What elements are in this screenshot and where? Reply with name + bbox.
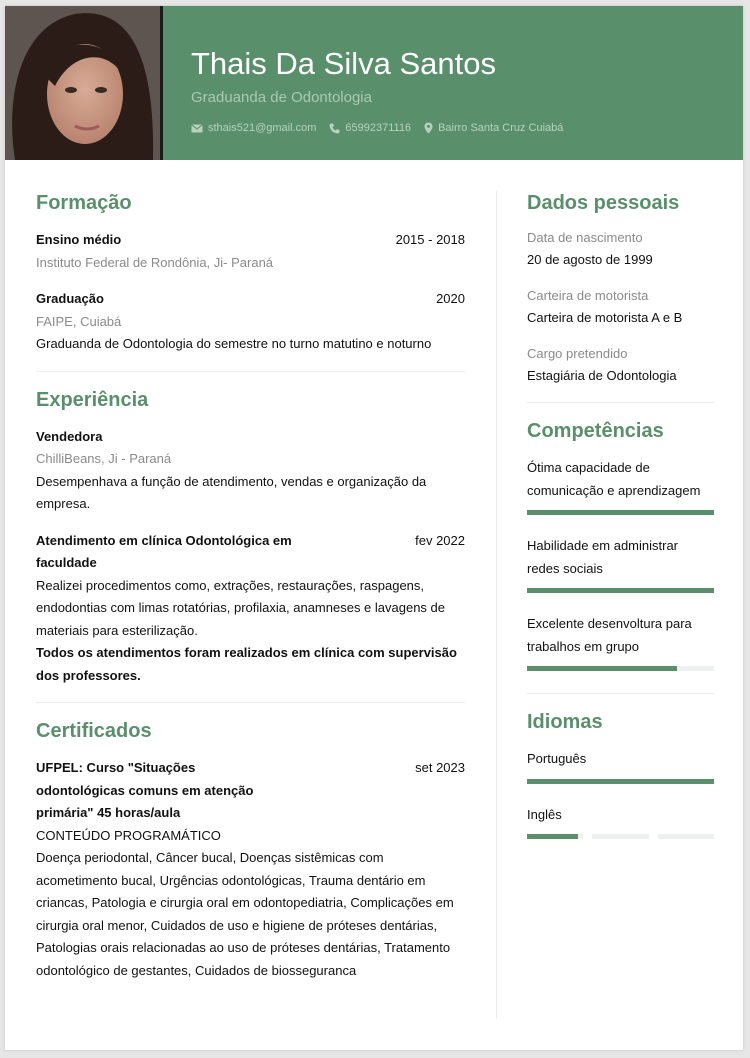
main-column — [36, 191, 465, 982]
entry-date: set 2023 — [415, 760, 465, 775]
language-segment — [592, 834, 648, 839]
section-title-certificados: Certificados — [36, 720, 152, 742]
header — [5, 6, 743, 160]
field-value: Carteira de motorista A e B — [527, 310, 683, 325]
language-item — [527, 804, 714, 840]
entry-name: Ensino médio — [36, 232, 122, 247]
entry-date: fev 2022 — [415, 532, 465, 548]
entry-description: Desempenhava a função de atendimento, vendas e organização da empresa. — [36, 473, 427, 511]
section-title-competencias: Competências — [527, 420, 664, 442]
entry-note: Todos os atendimentos foram realizados em clínica com supervisão dos professores. — [36, 645, 457, 683]
field-label: Data de nascimento — [527, 230, 643, 245]
candidate-name: Thais Da Silva Santos — [191, 46, 496, 81]
column-divider — [496, 191, 497, 1019]
contact-email[interactable] — [191, 122, 316, 134]
location-text: Bairro Santa Cruz Cuiabá — [438, 122, 564, 134]
language-segments — [527, 834, 714, 839]
entry-description: Realizei procedimentos como, extrações, restaurações, raspagens, endodontias com limas rotatórias, profilaxia, anamneses e lavagens de materiais para esterilização. — [36, 577, 446, 638]
language-item — [527, 748, 714, 784]
language-label: Português — [527, 751, 587, 766]
entry-name: Vendedora — [36, 428, 103, 444]
resume-page — [5, 6, 743, 1050]
section-title-dados: Dados pessoais — [527, 192, 680, 214]
skill-label: Ótima capacidade de comunicação e aprendizagem — [527, 460, 701, 498]
entry-place: ChilliBeans, Ji - Paraná — [36, 451, 172, 466]
skill-bar — [527, 510, 714, 515]
entry-name: Atendimento em clínica Odontológica em faculdade — [36, 532, 292, 570]
language-segment — [658, 834, 714, 839]
education-entry — [36, 288, 465, 356]
language-segment-fill — [527, 834, 578, 839]
profile-photo — [5, 6, 163, 160]
contact-location[interactable] — [424, 122, 563, 134]
experience-entry — [36, 426, 465, 516]
section-divider — [36, 371, 465, 372]
email-text: sthais521@gmail.com — [208, 122, 317, 134]
skill-item — [527, 535, 714, 593]
contact-info — [191, 122, 576, 134]
language-bar — [527, 779, 714, 784]
education-entry — [36, 229, 465, 274]
envelope-icon — [191, 124, 203, 133]
language-segment — [527, 834, 583, 839]
skill-item — [527, 613, 714, 671]
section-divider — [527, 402, 714, 403]
entry-header — [36, 530, 465, 575]
entry-description: Doença periodontal, Câncer bucal, Doenças sistêmicas com acometimento bucal, Urgências odontológicas, Trauma dentário em criancas, Patologia e cirurgia oral em odontopediatria, Complicações em cirurgia oral menor, Cuidados de uso e higiene de próteses dentárias, Patologias orais relacionadas ao uso de próteses dentárias, Tratamento odontológico de gestantes, Cuidados de biosseguranca — [36, 850, 454, 978]
field-value: 20 de agosto de 1999 — [527, 252, 653, 267]
skill-label: Excelente desenvoltura para trabalhos em grupo — [527, 616, 692, 654]
entry-name: Graduação — [36, 291, 104, 306]
section-divider — [36, 702, 465, 703]
skill-bar-fill — [527, 588, 714, 593]
entry-name: UFPEL: Curso "Situações odontológicas comuns em atenção primária" 45 horas/aula — [36, 760, 254, 820]
entry-place: Instituto Federal de Rondônia, Ji- Paraná — [36, 254, 274, 270]
certificate-entry — [36, 757, 465, 982]
candidate-subtitle: Graduanda de Odontologia — [191, 89, 372, 106]
phone-text: 65992371116 — [345, 122, 412, 134]
language-bar-fill — [527, 779, 714, 784]
entry-description: Graduanda de Odontologia do semestre no turno matutino e noturno — [36, 336, 432, 351]
field-label: Carteira de motorista — [527, 288, 649, 303]
skill-bar — [527, 666, 714, 671]
entry-date: 2015 - 2018 — [395, 232, 465, 247]
experience-entry — [36, 530, 465, 688]
section-title-idiomas: Idiomas — [527, 711, 603, 733]
contact-phone[interactable] — [329, 122, 411, 134]
entry-header — [36, 757, 465, 825]
entry-place: FAIPE, Cuiabá — [36, 313, 122, 329]
phone-icon — [329, 123, 340, 134]
location-pin-icon — [424, 122, 433, 134]
entry-date: 2020 — [436, 291, 465, 306]
field-value: Estagiária de Odontologia — [527, 368, 677, 383]
skill-item — [527, 457, 714, 515]
section-title-experiencia: Experiência — [36, 388, 149, 411]
entry-header — [36, 288, 465, 311]
entry-header — [36, 229, 465, 252]
portrait-image — [5, 6, 160, 160]
field-label: Cargo pretendido — [527, 346, 628, 361]
entry-subtitle: CONTEÚDO PROGRAMÁTICO — [36, 827, 221, 843]
section-divider — [527, 693, 714, 694]
language-label: Inglês — [527, 806, 562, 822]
skill-bar-fill — [527, 666, 677, 671]
skill-label: Habilidade em administrar redes sociais — [527, 538, 679, 576]
section-title-formacao: Formação — [36, 192, 132, 214]
skill-bar-fill — [527, 510, 714, 515]
skill-bar — [527, 588, 714, 593]
sidebar-column — [527, 191, 714, 839]
